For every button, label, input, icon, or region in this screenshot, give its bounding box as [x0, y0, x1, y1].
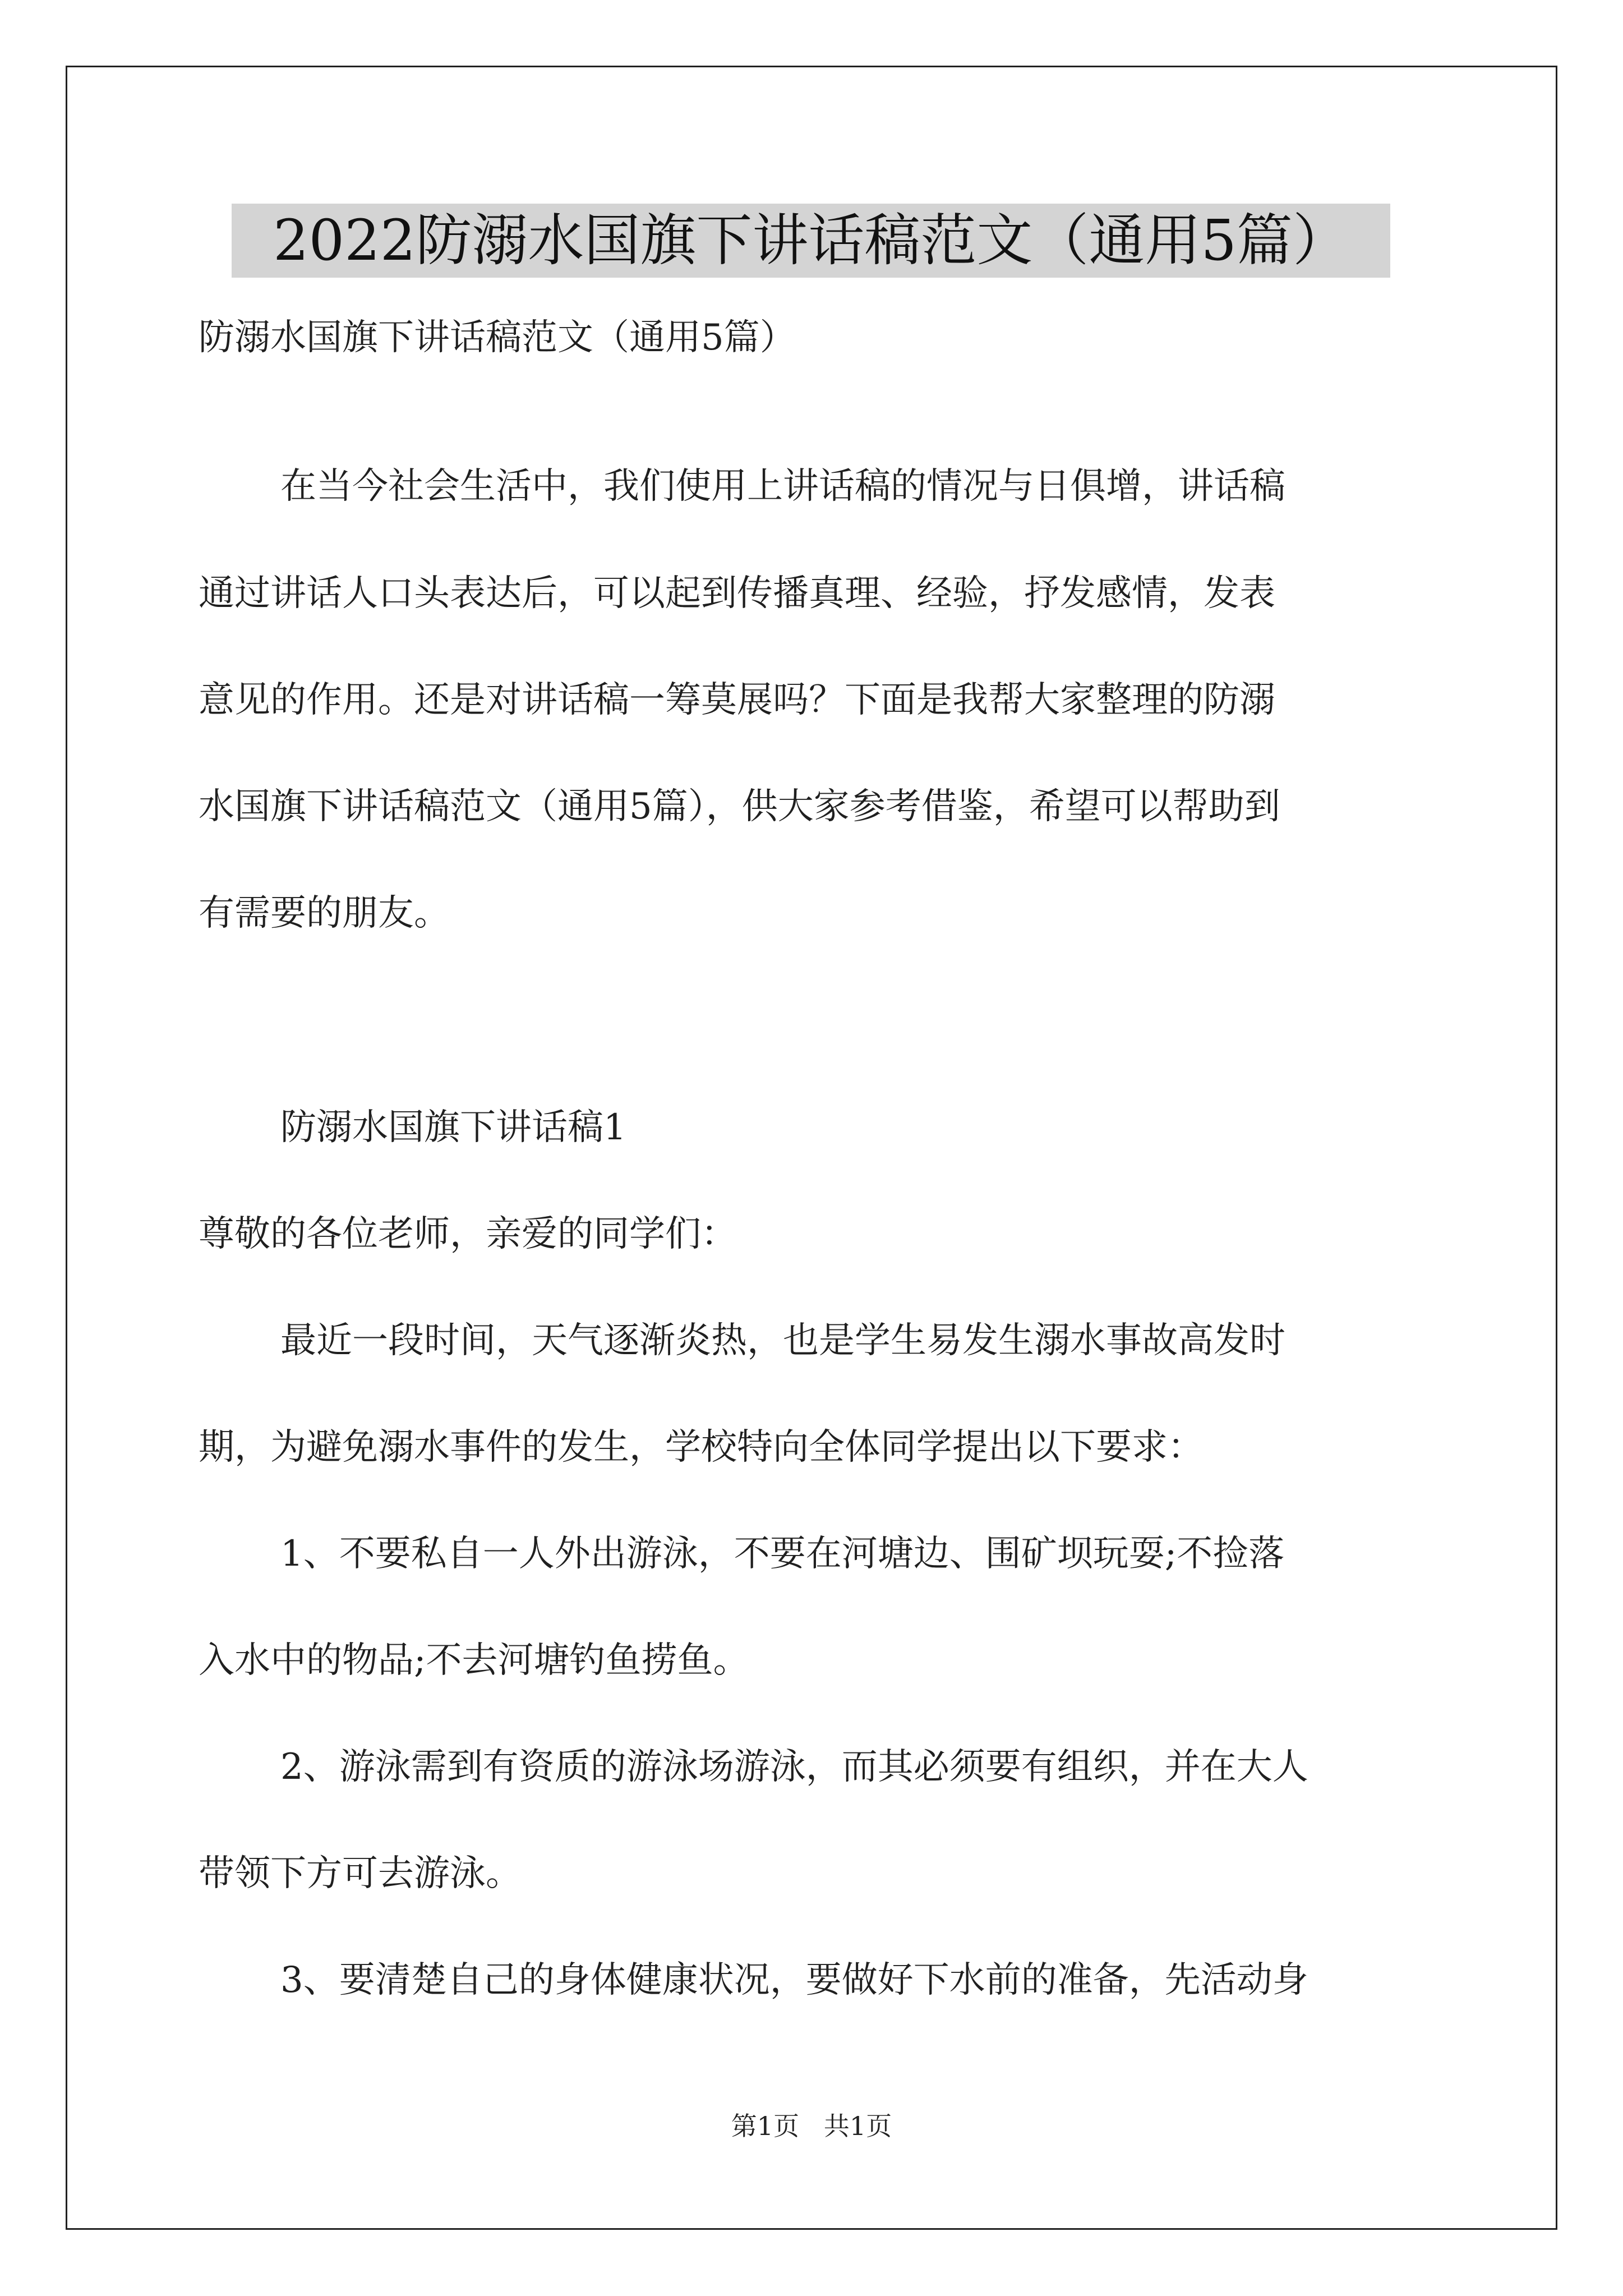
salutation: 尊敬的各位老师，亲爱的同学们： [199, 1213, 737, 1255]
rule-1-line-2: 入水中的物品;不去河塘钓鱼捞鱼。 [199, 1640, 749, 1681]
section-heading: 防溺水国旗下讲话稿1 [280, 1107, 626, 1148]
intro-line-1: 在当今社会生活中，我们使用上讲话稿的情况与日俱增，讲话稿 [280, 466, 1285, 507]
intro-line-3: 意见的作用。还是对讲话稿一筹莫展吗？下面是我帮大家整理的防溺 [199, 679, 1275, 721]
intro-line-2: 通过讲话人口头表达后，可以起到传播真理、经验，抒发感情，发表 [199, 573, 1275, 614]
document-title: 2022防溺水国旗下讲话稿范文（通用5篇） [232, 204, 1390, 278]
rule-2-line-1: 2、游泳需到有资质的游泳场游泳，而其必须要有组织，并在大人 [280, 1746, 1308, 1788]
paragraph-line-1: 最近一段时间，天气逐渐炎热，也是学生易发生溺水事故高发时 [280, 1320, 1285, 1361]
rule-1-line-1: 1、不要私自一人外出游泳，不要在河塘边、围矿坝玩耍;不捡落 [280, 1533, 1285, 1575]
rule-3-line-1: 3、要清楚自己的身体健康状况，要做好下水前的准备，先活动身 [280, 1959, 1308, 2001]
intro-line-4: 水国旗下讲话稿范文（通用5篇），供大家参考借鉴，希望可以帮助到 [199, 786, 1280, 827]
page-footer: 第1页 共1页 [731, 2111, 892, 2141]
intro-line-5: 有需要的朋友。 [199, 892, 450, 934]
document-subtitle: 防溺水国旗下讲话稿范文（通用5篇） [199, 317, 796, 358]
rule-2-line-2: 带领下方可去游泳。 [199, 1853, 522, 1894]
paragraph-line-2: 期，为避免溺水事件的发生，学校特向全体同学提出以下要求： [199, 1427, 1204, 1468]
